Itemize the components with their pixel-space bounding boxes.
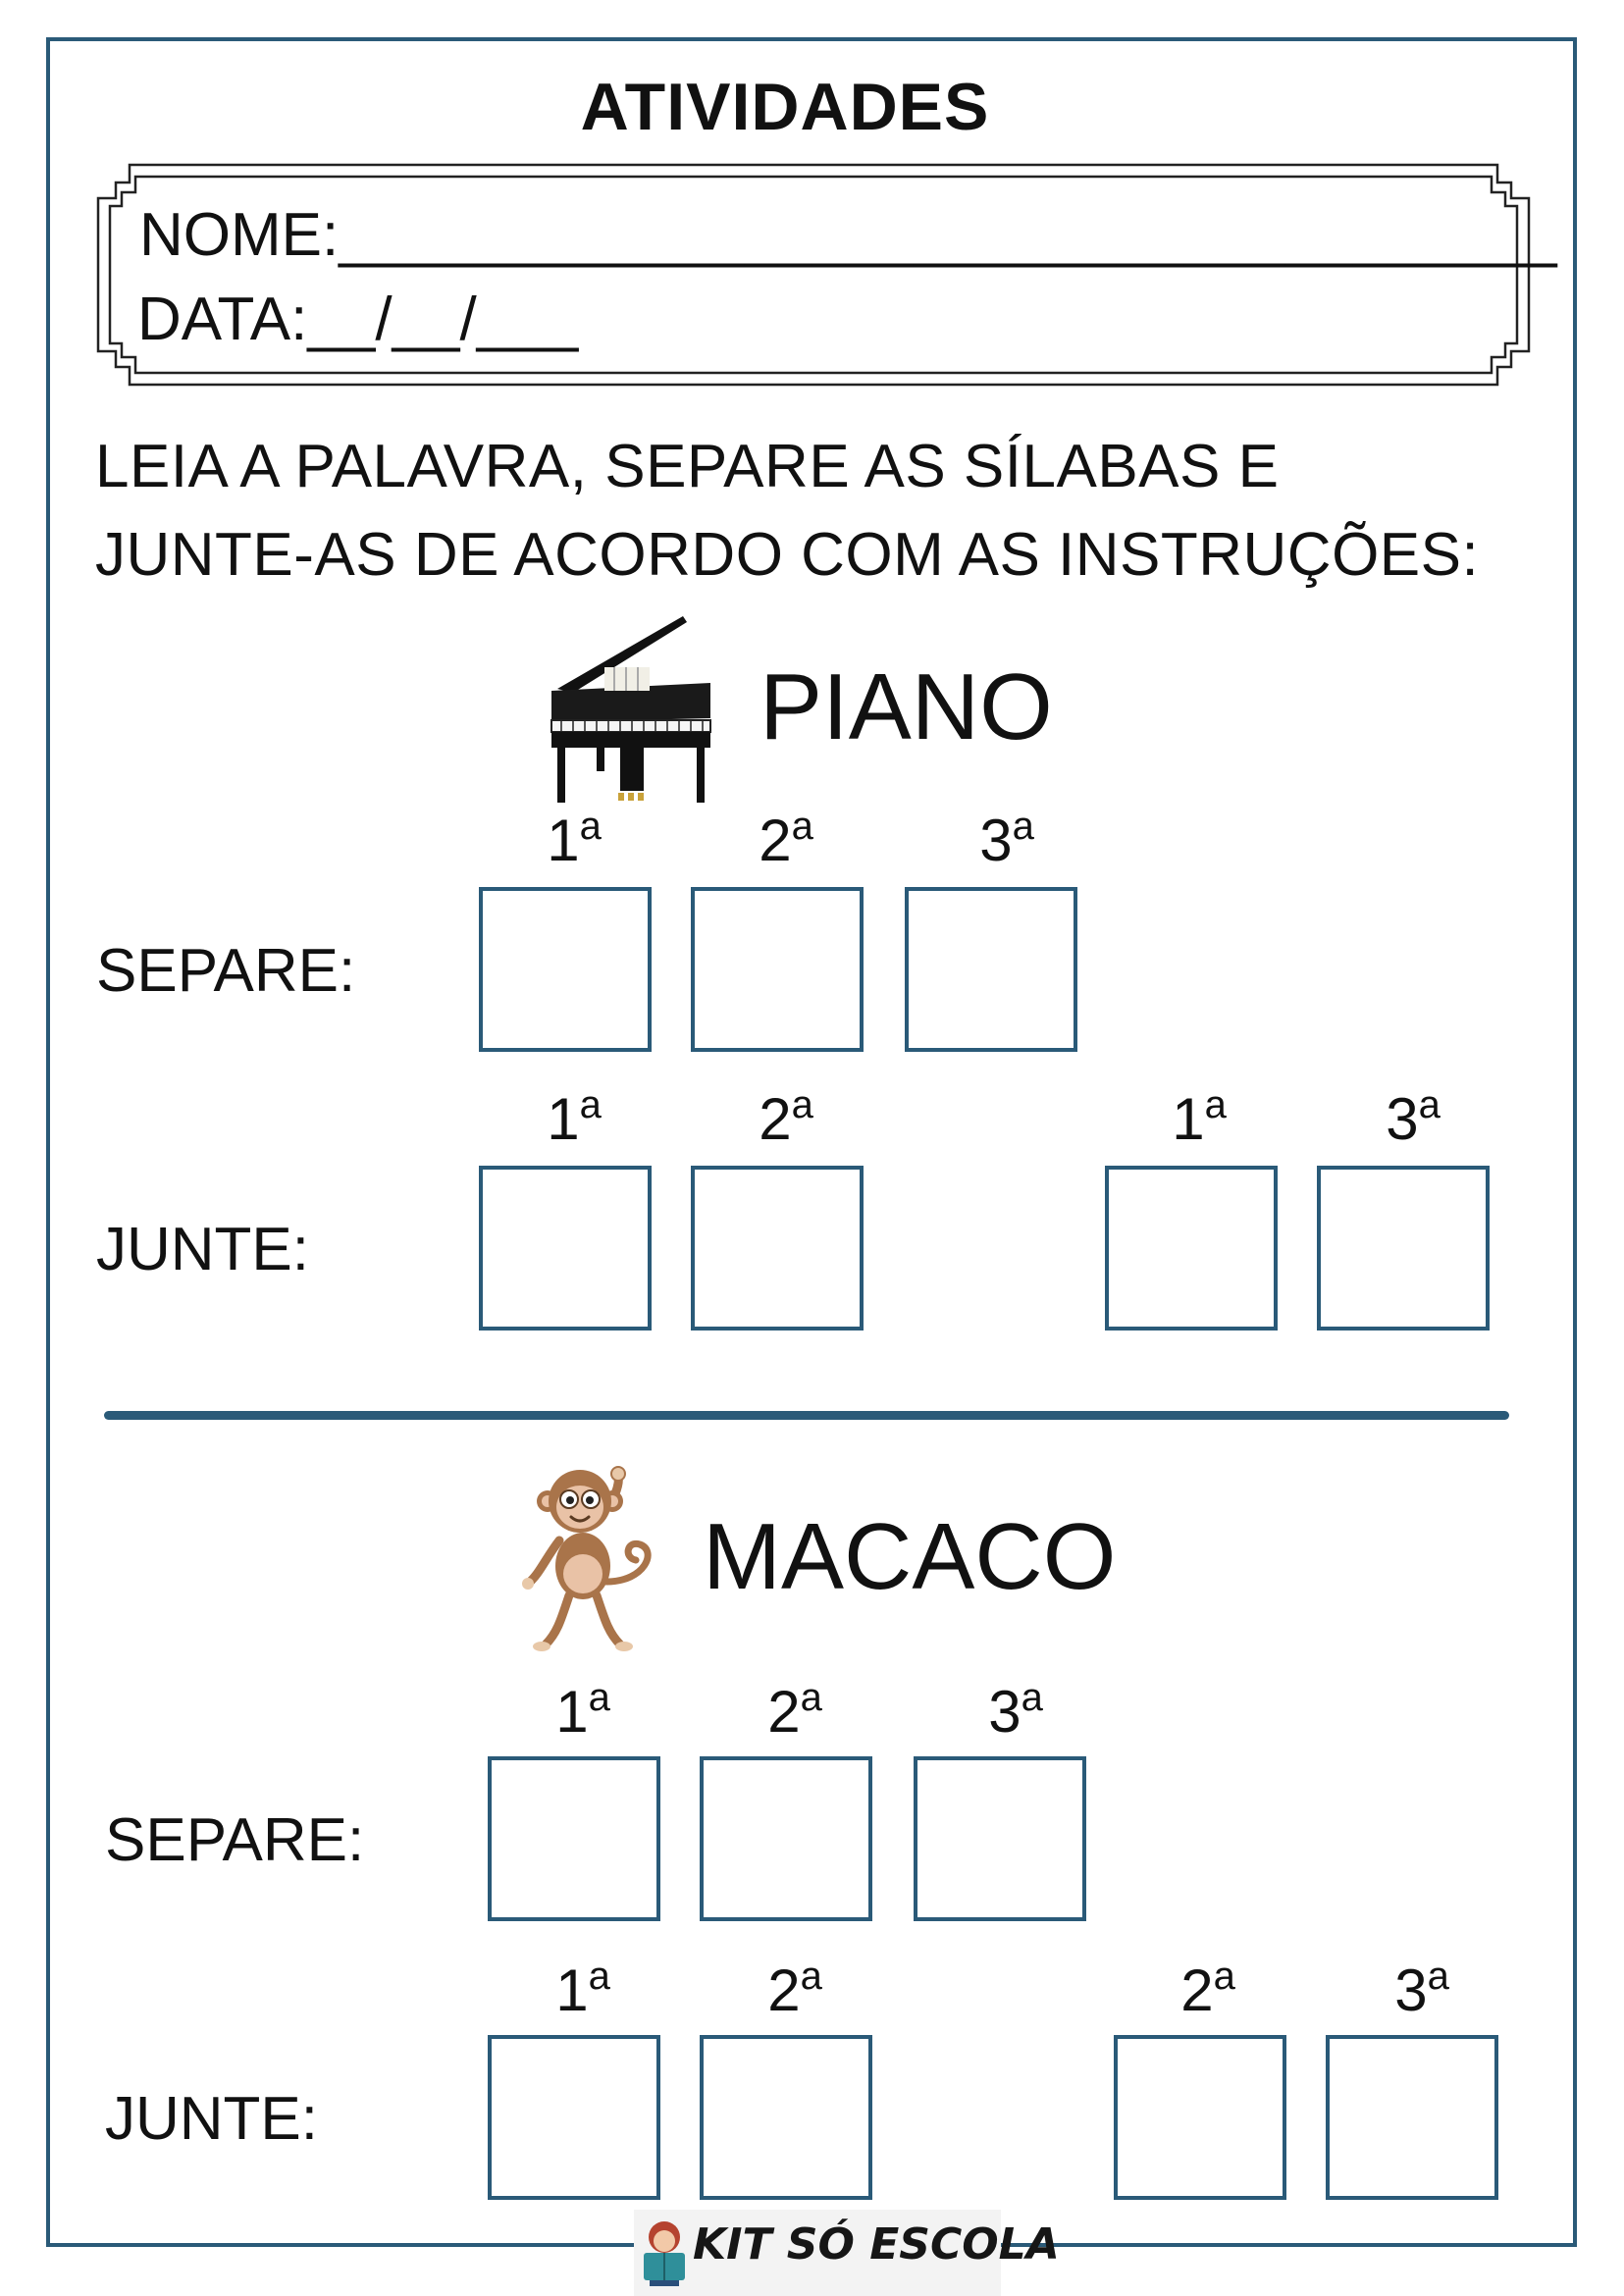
page-title: ATIVIDADES	[580, 70, 990, 144]
junte-ordinal-1: 1$^a$	[555, 1955, 610, 2023]
separe-box-1[interactable]	[479, 887, 652, 1052]
instruction-line-2: JUNTE-AS DE ACORDO COM AS INSTRUÇÕES:	[95, 521, 1480, 589]
name-line: ____________________________________	[339, 201, 1557, 269]
instruction-line-1: LEIA A PALAVRA, SEPARE AS SÍLABAS E	[95, 433, 1280, 500]
separe-box-2[interactable]	[691, 887, 864, 1052]
name-date-frame	[96, 163, 1557, 387]
junte-box-3[interactable]	[1114, 2035, 1286, 2200]
separe-label: SEPARE:	[96, 937, 356, 1005]
junte-ordinal-2: 2$^a$	[759, 1083, 813, 1152]
junte-box-1[interactable]	[479, 1166, 652, 1331]
junte-label: JUNTE:	[96, 1216, 309, 1283]
logo-text: KIT SÓ ESCOLA	[693, 2219, 1060, 2270]
separe-ordinal-1: 1$^a$	[555, 1676, 610, 1745]
junte-ordinal-4: 3$^a$	[1394, 1955, 1449, 2023]
separe-box-3[interactable]	[905, 887, 1077, 1052]
junte-ordinal-4: 3$^a$	[1386, 1083, 1441, 1152]
kit-so-escola-logo	[634, 2210, 1060, 2296]
separe-ordinal-2: 2$^a$	[767, 1676, 822, 1745]
junte-ordinal-2: 2$^a$	[767, 1955, 822, 2023]
name-label: NOME:	[139, 201, 340, 269]
junte-box-4[interactable]	[1317, 1166, 1490, 1331]
junte-label: JUNTE:	[105, 2085, 318, 2153]
separe-ordinal-2: 2$^a$	[759, 805, 813, 873]
junte-ordinal-3: 2$^a$	[1180, 1955, 1235, 2023]
junte-box-2[interactable]	[691, 1166, 864, 1331]
monkey-icon	[518, 1464, 665, 1660]
junte-box-3[interactable]	[1105, 1166, 1278, 1331]
word-macaco: MACACO	[703, 1504, 1117, 1609]
section-divider	[104, 1411, 1509, 1420]
piano-icon	[550, 612, 716, 809]
name-field[interactable]	[139, 200, 1557, 270]
junte-box-4[interactable]	[1326, 2035, 1498, 2200]
separe-ordinal-3: 3$^a$	[979, 805, 1034, 873]
junte-ordinal-3: 1$^a$	[1172, 1083, 1227, 1152]
junte-box-2[interactable]	[700, 2035, 872, 2200]
reading-girl-icon	[638, 2218, 691, 2288]
separe-box-1[interactable]	[488, 1756, 660, 1921]
junte-ordinal-1: 1$^a$	[547, 1083, 602, 1152]
separe-ordinal-3: 3$^a$	[988, 1676, 1043, 1745]
separe-box-3[interactable]	[914, 1756, 1086, 1921]
separe-label: SEPARE:	[105, 1806, 365, 1874]
junte-box-1[interactable]	[488, 2035, 660, 2200]
separe-ordinal-1: 1$^a$	[547, 805, 602, 873]
date-line: __/__/___	[307, 286, 579, 353]
word-piano: PIANO	[760, 654, 1053, 759]
date-label: DATA:	[137, 286, 308, 353]
date-field[interactable]	[137, 285, 578, 354]
separe-box-2[interactable]	[700, 1756, 872, 1921]
